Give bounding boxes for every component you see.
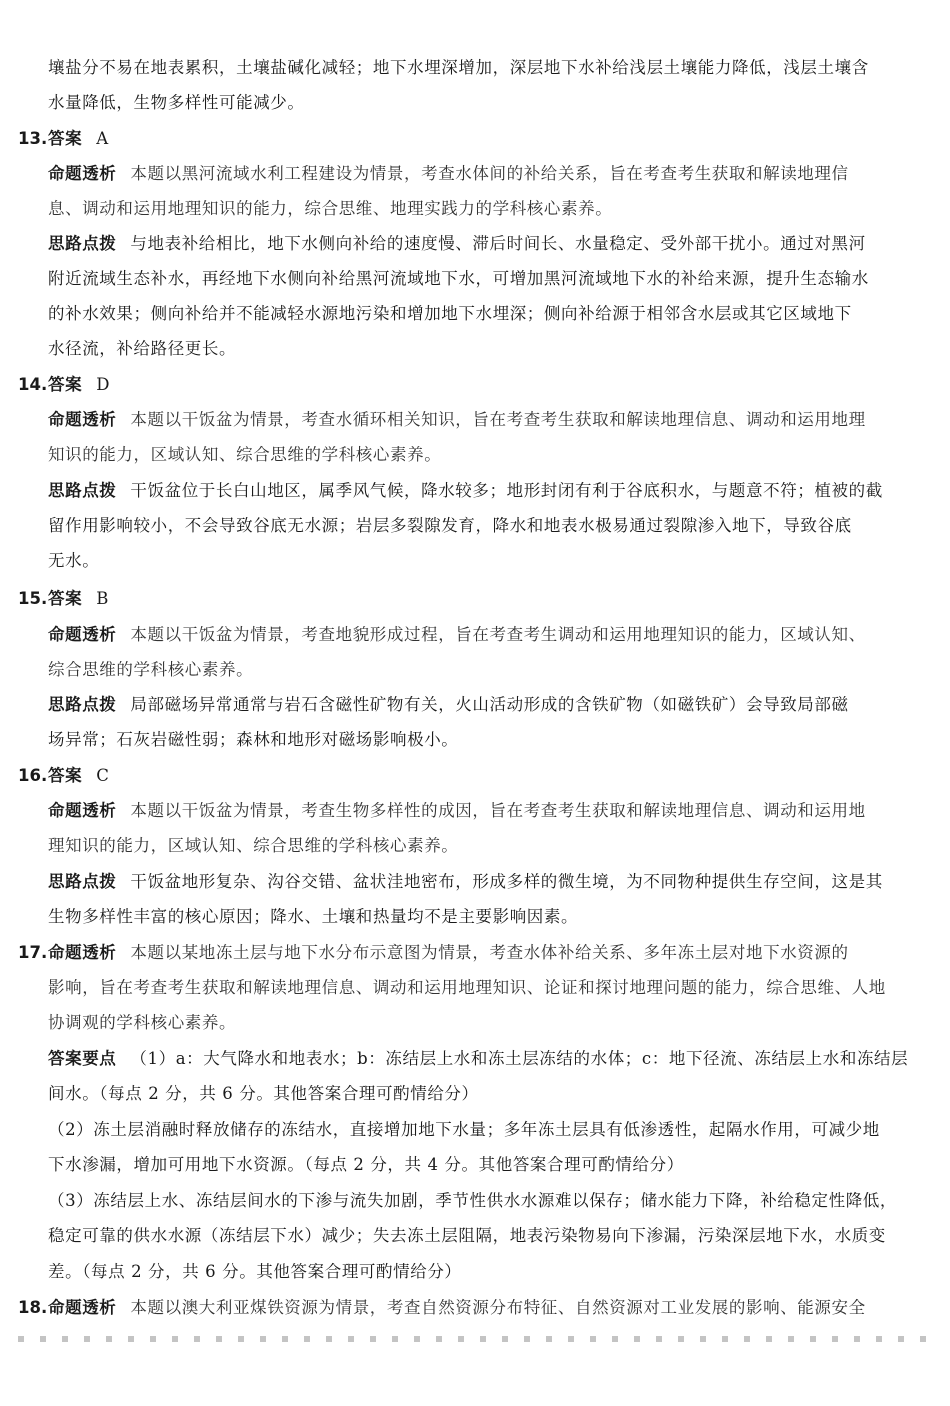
q15-hint-line-1: 思路点拨 局部磁场异常通常与岩石含磁性矿物有关，火山活动形成的含铁矿物（如磁铁矿）会导致局部磁 xyxy=(48,695,849,714)
q15-analysis-line-2: 综合思维的学科核心素养。 xyxy=(48,660,254,679)
q15-analysis-label: 命题透析 xyxy=(48,625,117,644)
q13-analysis-line-2: 息、调动和运用地理知识的能力，综合思维、地理实践力的学科核心素养。 xyxy=(48,199,613,218)
q16-number: 16. xyxy=(18,766,48,785)
q13-hint-line-3: 的补水效果；侧向补给并不能减轻水源地污染和增加地下水埋深；侧向补给源于相邻含水层或其它区域地下 xyxy=(48,304,852,323)
q15-answer-value: B xyxy=(96,589,109,608)
q17-key-line-3: （2）冻土层消融时释放储存的冻结水，直接增加地下水量；多年冻土层具有低渗透性，起隔水作用，可减少地 xyxy=(48,1120,880,1139)
q14-answer-row xyxy=(48,374,928,396)
q17-analysis-line-3: 协调观的学科核心素养。 xyxy=(48,1013,237,1032)
q13-number: 13. xyxy=(18,129,48,148)
q17-key-line-6: 稳定可靠的供水水源（冻结层下水）减少；失去冻土层阻隔，地表污染物易向下渗漏，污染深层地下水，水质变 xyxy=(48,1226,886,1245)
q16-answer-value: C xyxy=(96,766,110,785)
intro-line-1: 壤盐分不易在地表累积，土壤盐碱化减轻；地下水埋深增加，深层地下水补给浅层土壤能力降低，浅层土壤含 xyxy=(48,58,869,77)
q13-hint-line-4: 水径流，补给路径更长。 xyxy=(48,339,237,358)
q13-answer-value: A xyxy=(96,129,109,148)
q13-answer-row xyxy=(48,128,928,150)
q17-key-line-5: （3）冻结层上水、冻结层间水的下渗与流失加剧，季节性供水水源难以保存；储水能力下降，补给稳定性降低， xyxy=(48,1191,897,1210)
q14-answer-value: D xyxy=(96,375,111,394)
q15-number: 15. xyxy=(18,589,48,608)
q14-hint-line-1: 思路点拨 干饭盆位于长白山地区，属季风气候，降水较多；地形封闭有利于谷底积水，与题意不符；植被的截 xyxy=(48,481,883,500)
q17-key-label: 答案要点 xyxy=(48,1049,117,1068)
q16-analysis-line-2: 理知识的能力，区域认知、综合思维的学科核心素养。 xyxy=(48,836,459,855)
q14-analysis-label: 命题透析 xyxy=(48,410,117,429)
q13-hint-line-1: 思路点拨 与地表补给相比，地下水侧向补给的速度慢、滞后时间长、水量稳定、受外部干扰小。通过对黑河 xyxy=(48,234,866,253)
q16-hint-line-2: 生物多样性丰富的核心原因；降水、土壤和热量均不是主要影响因素。 xyxy=(48,907,579,926)
q15-answer-row xyxy=(48,588,928,610)
q16-answer-row xyxy=(48,765,928,787)
q17-analysis-label: 命题透析 xyxy=(48,943,117,962)
q16-hint-label: 思路点拨 xyxy=(48,872,117,891)
q13-answer-label: 答案 xyxy=(48,129,83,148)
q16-analysis-line-1: 命题透析 本题以干饭盆为情景，考查生物多样性的成因，旨在考查考生获取和解读地理信息、调动和运用地 xyxy=(48,801,866,820)
q17-key-line-1: 答案要点 （1）a：大气降水和地表水；b：冻结层上水和冻土层冻结的水体；c：地下径流、冻结层上水和冻结层 xyxy=(48,1049,909,1068)
q17-key-line-4: 下水渗漏，增加可用地下水资源。（每点 2 分，共 4 分。其他答案合理可酌情给分） xyxy=(48,1155,684,1174)
q14-hint-line-2: 留作用影响较小，不会导致谷底无水源；岩层多裂隙发育，降水和地表水极易通过裂隙渗入地下，导致谷底 xyxy=(48,516,852,535)
q17-number: 17. xyxy=(18,943,48,962)
q17-key-line-7: 差。（每点 2 分，共 6 分。其他答案合理可酌情给分） xyxy=(48,1262,462,1281)
q15-hint-line-2: 场异常；石灰岩磁性弱；森林和地形对磁场影响极小。 xyxy=(48,730,459,749)
q13-analysis-label: 命题透析 xyxy=(48,164,117,183)
intro-line-2: 水量降低，生物多样性可能减少。 xyxy=(48,93,305,112)
q14-hint-line-3: 无水。 xyxy=(48,551,100,570)
q13-hint-line-2: 附近流域生态补水，再经地下水侧向补给黑河流域地下水，可增加黑河流域地下水的补给来源，提升生态输水 xyxy=(48,269,869,288)
q17-analysis-line-2: 影响，旨在考查考生获取和解读地理信息、调动和运用地理知识、论证和探讨地理问题的能力，综合思维、人地 xyxy=(48,978,886,997)
q13-analysis-line-1: 命题透析 本题以黑河流域水利工程建设为情景，考查水体间的补给关系，旨在考查考生获取和解读地理信 xyxy=(48,164,849,183)
q18-analysis-line-1: 命题透析 本题以澳大利亚煤铁资源为情景，考查自然资源分布特征、自然资源对工业发展的影响、能源安全 xyxy=(48,1298,866,1317)
q16-answer-label: 答案 xyxy=(48,766,83,785)
q13-hint-label: 思路点拨 xyxy=(48,234,117,253)
q15-hint-label: 思路点拨 xyxy=(48,695,117,714)
q17-analysis-line-1: 命题透析 本题以某地冻土层与地下水分布示意图为情景，考查水体补给关系、多年冻土层对地下水资源的 xyxy=(48,943,849,962)
q14-number: 14. xyxy=(18,375,48,394)
q16-analysis-label: 命题透析 xyxy=(48,801,117,820)
q14-answer-label: 答案 xyxy=(48,375,83,394)
q16-hint-line-1: 思路点拨 干饭盆地形复杂、沟谷交错、盆状洼地密布，形成多样的微生境，为不同物种提供生存空间，这是其 xyxy=(48,872,883,891)
q17-key-line-2: 间水。（每点 2 分，共 6 分。其他答案合理可酌情给分） xyxy=(48,1084,479,1103)
q14-hint-label: 思路点拨 xyxy=(48,481,117,500)
q14-analysis-line-1: 命题透析 本题以干饭盆为情景，考查水循环相关知识，旨在考查考生获取和解读地理信息、调动和运用地理 xyxy=(48,410,866,429)
q18-analysis-label: 命题透析 xyxy=(48,1298,117,1317)
cutoff-text-fragment xyxy=(18,1336,928,1342)
q15-answer-label: 答案 xyxy=(48,589,83,608)
q15-analysis-line-1: 命题透析 本题以干饭盆为情景，考查地貌形成过程，旨在考查考生调动和运用地理知识的能力，区域认知、 xyxy=(48,625,866,644)
q14-analysis-line-2: 知识的能力，区域认知、综合思维的学科核心素养。 xyxy=(48,445,442,464)
q18-number: 18. xyxy=(18,1298,48,1317)
